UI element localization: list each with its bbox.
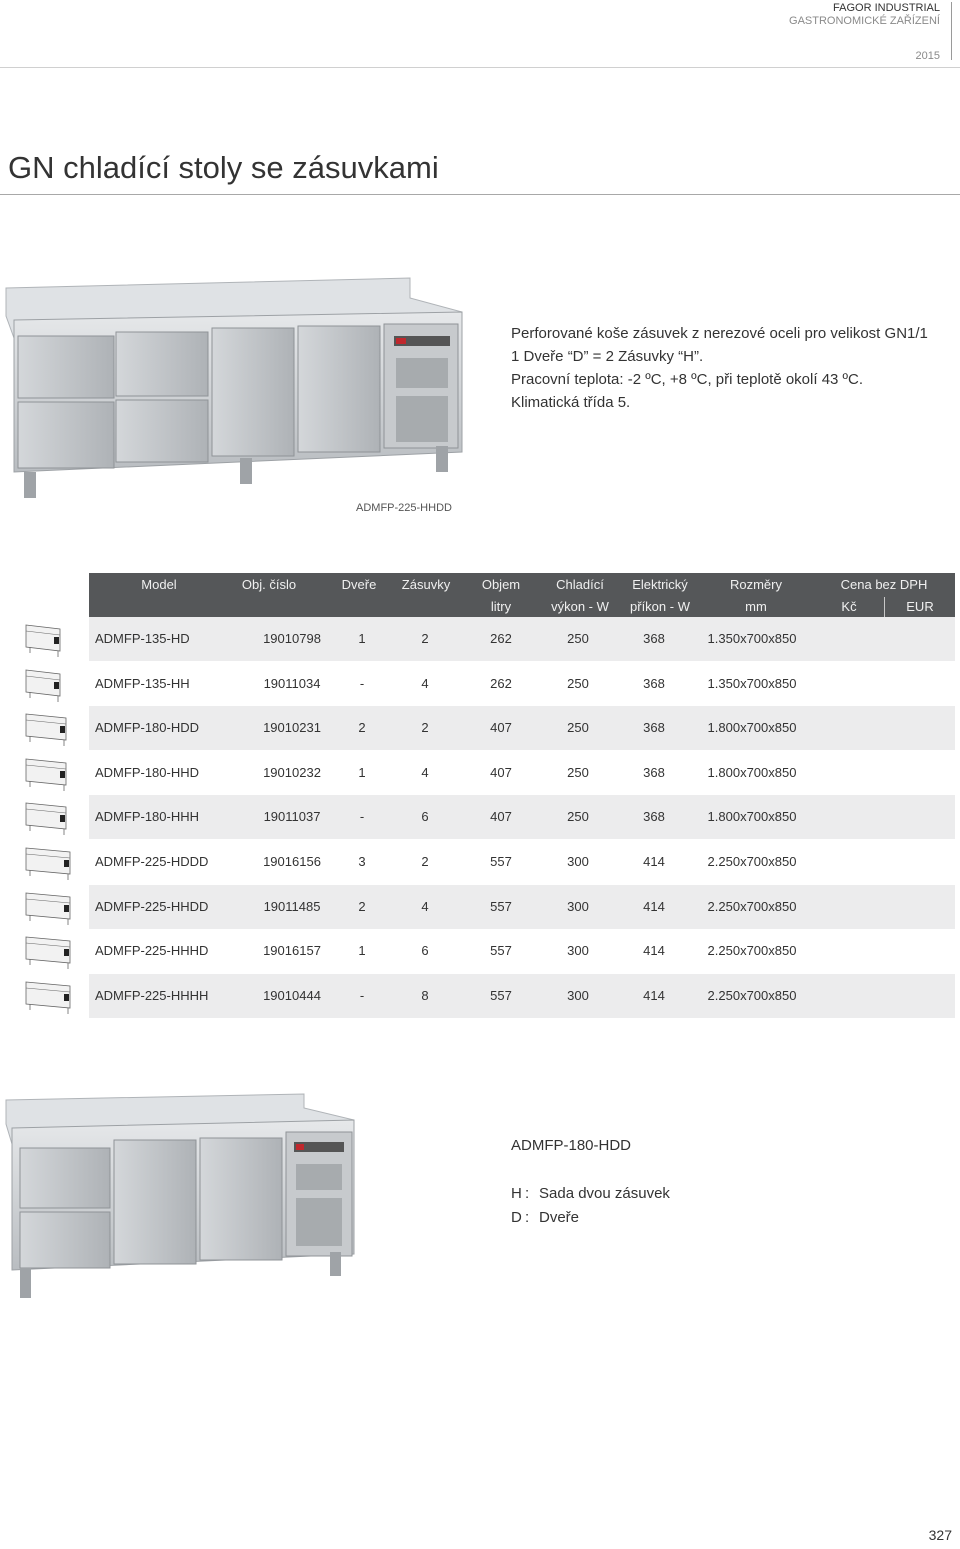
cell-dvere: 1 — [358, 631, 366, 646]
cell-dvere: - — [359, 987, 365, 1003]
description-line: 1 Dveře “D” = 2 Zásuvky “H”. — [511, 348, 704, 365]
table-row — [6, 617, 955, 661]
col-chladici-unit: výkon - W — [551, 599, 609, 614]
cell-chladici: 300 — [567, 854, 589, 869]
col-elektricky-unit: příkon - W — [630, 599, 690, 614]
legend-value: Dveře — [539, 1209, 580, 1226]
col-elektricky: Elektrický — [632, 577, 688, 592]
legend-sep: : — [525, 1209, 530, 1226]
cell-rozmery: 2.250x700x850 — [707, 898, 797, 914]
cell-elektricky: 368 — [643, 675, 665, 691]
col-rozmery-unit: mm — [745, 599, 767, 614]
col-cena: Cena bez DPH — [840, 577, 928, 592]
cell-rozmery: 2.250x700x850 — [707, 943, 797, 959]
col-zasuvky: Zásuvky — [401, 577, 451, 592]
cell-objem: 262 — [490, 675, 512, 691]
cell-model: ADMFP-180-HDD — [95, 720, 200, 736]
legend-value: Sada dvou zásuvek — [539, 1185, 670, 1202]
product-image-225-hhdd — [4, 276, 474, 500]
page-number: 327 — [928, 1527, 952, 1543]
header-divider — [951, 2, 952, 60]
cell-obj: 19010232 — [263, 764, 321, 780]
cell-zasuvky: 2 — [421, 631, 429, 646]
col-objem-unit: litry — [490, 599, 512, 614]
cell-objem: 557 — [490, 943, 512, 959]
cell-zasuvky: 6 — [421, 809, 429, 825]
cell-dvere: 2 — [358, 898, 366, 914]
cell-obj: 19010798 — [263, 631, 321, 646]
cell-elektricky: 368 — [643, 631, 665, 646]
cell-objem: 262 — [490, 631, 512, 646]
cell-zasuvky: 8 — [421, 987, 429, 1003]
col-cena-kc: Kč — [841, 599, 857, 614]
description-line: Perforované koše zásuvek z nerezové oceli pro velikost GN1/1 — [511, 325, 928, 342]
cell-obj: 19016157 — [263, 943, 321, 959]
legend — [511, 1182, 670, 1230]
cell-dvere: - — [359, 809, 365, 825]
col-obj: Obj. číslo — [241, 577, 297, 592]
legend-key: D — [511, 1209, 522, 1226]
table-header — [89, 573, 955, 619]
table-row — [6, 929, 955, 973]
table-row — [6, 706, 955, 750]
cell-chladici: 250 — [567, 675, 589, 691]
product-image-180-hdd — [4, 1092, 356, 1302]
cell-chladici: 250 — [567, 809, 589, 825]
cell-objem: 557 — [490, 898, 512, 914]
cell-rozmery: 2.250x700x850 — [707, 854, 797, 869]
cell-elektricky: 368 — [643, 720, 665, 736]
cell-chladici: 250 — [567, 631, 589, 646]
cell-dvere: 2 — [358, 720, 366, 736]
row-thumbnail — [6, 751, 89, 795]
cell-chladici: 300 — [567, 898, 589, 914]
brand-header — [789, 2, 940, 28]
row-thumbnail — [6, 706, 89, 750]
cell-dvere: 3 — [358, 854, 366, 869]
cell-obj: 19010231 — [263, 720, 321, 736]
row-thumbnail — [6, 795, 89, 839]
brand-name: FAGOR INDUSTRIAL — [833, 2, 940, 14]
cell-zasuvky: 2 — [421, 854, 429, 869]
cell-objem: 557 — [490, 854, 512, 869]
row-thumbnail — [6, 885, 89, 929]
cell-zasuvky: 4 — [421, 675, 429, 691]
cell-obj: 19016156 — [263, 854, 321, 869]
col-chladici: Chladící — [556, 577, 604, 592]
col-cena-eur: EUR — [906, 599, 934, 614]
cell-obj: 19011485 — [263, 898, 321, 914]
top-rule — [0, 67, 960, 68]
col-objem: Objem — [481, 577, 521, 592]
cell-rozmery: 1.800x700x850 — [707, 764, 797, 780]
row-thumbnail — [6, 974, 89, 1018]
cell-model: ADMFP-180-HHH — [95, 809, 200, 825]
image-caption: ADMFP-225-HHDD — [356, 502, 452, 514]
cell-rozmery: 1.800x700x850 — [707, 809, 797, 825]
cell-obj: 19010444 — [263, 987, 321, 1003]
cell-elektricky: 414 — [643, 987, 665, 1003]
col-dvere: Dveře — [341, 577, 377, 592]
cell-rozmery: 1.800x700x850 — [707, 720, 797, 736]
cell-elektricky: 414 — [643, 898, 665, 914]
cell-obj: 19011034 — [263, 675, 321, 691]
cell-zasuvky: 4 — [421, 898, 429, 914]
cell-zasuvky: 6 — [421, 943, 429, 959]
cell-zasuvky: 2 — [421, 720, 429, 736]
cell-chladici: 250 — [567, 720, 589, 736]
col-rozmery: Rozměry — [729, 577, 782, 592]
cell-chladici: 300 — [567, 943, 589, 959]
brand-subtitle: GASTRONOMICKÉ ZAŘÍZENÍ — [789, 15, 940, 27]
cell-chladici: 250 — [567, 764, 589, 780]
table-row — [6, 885, 955, 929]
cell-objem: 557 — [490, 987, 512, 1003]
cell-dvere: 1 — [358, 943, 366, 959]
cell-rozmery: 1.350x700x850 — [707, 631, 797, 646]
description-line: Pracovní teplota: -2 ºC, +8 ºC, při teplotě okolí 43 ºC. — [511, 371, 864, 388]
bottom-model-label: ADMFP-180-HDD — [511, 1137, 632, 1154]
title-rule — [0, 194, 960, 195]
legend-sep: : — [525, 1185, 530, 1202]
row-thumbnail — [6, 617, 89, 661]
cell-dvere: 1 — [358, 764, 366, 780]
cell-model: ADMFP-225-HHHH — [95, 987, 209, 1003]
cell-zasuvky: 4 — [421, 764, 429, 780]
row-thumbnail — [6, 929, 89, 973]
table-row — [6, 662, 955, 706]
cell-elektricky: 368 — [643, 809, 665, 825]
cell-objem: 407 — [490, 764, 512, 780]
cell-model: ADMFP-180-HHD — [95, 764, 200, 780]
row-thumbnail — [6, 662, 89, 706]
table-row — [6, 751, 955, 795]
cell-elektricky: 414 — [643, 943, 665, 959]
cell-rozmery: 2.250x700x850 — [707, 987, 797, 1003]
legend-item-d — [511, 1206, 670, 1230]
cell-rozmery: 1.350x700x850 — [707, 675, 797, 691]
cell-elektricky: 368 — [643, 764, 665, 780]
table-row — [6, 795, 955, 839]
table-row — [6, 840, 955, 884]
row-thumbnail — [6, 840, 89, 884]
cell-model: ADMFP-225-HHDD — [95, 898, 209, 914]
col-model: Model — [141, 577, 177, 592]
cell-chladici: 300 — [567, 987, 589, 1003]
cell-objem: 407 — [490, 809, 512, 825]
table-row — [6, 974, 955, 1018]
cell-obj: 19011037 — [263, 809, 321, 825]
cell-model: ADMFP-225-HHHD — [95, 943, 209, 959]
cell-objem: 407 — [490, 720, 512, 736]
product-description — [511, 322, 928, 414]
legend-key: H — [511, 1185, 522, 1202]
cell-model: ADMFP-135-HH — [95, 675, 190, 691]
catalog-year: 2015 — [915, 50, 940, 62]
cell-model: ADMFP-225-HDDD — [95, 854, 209, 869]
cell-elektricky: 414 — [643, 854, 665, 869]
description-line: Klimatická třída 5. — [511, 394, 631, 411]
legend-item-h — [511, 1182, 670, 1206]
cell-dvere: - — [359, 675, 365, 691]
page-title: GN chladící stoly se zásuvkami — [8, 150, 439, 185]
cell-model: ADMFP-135-HD — [95, 631, 190, 646]
